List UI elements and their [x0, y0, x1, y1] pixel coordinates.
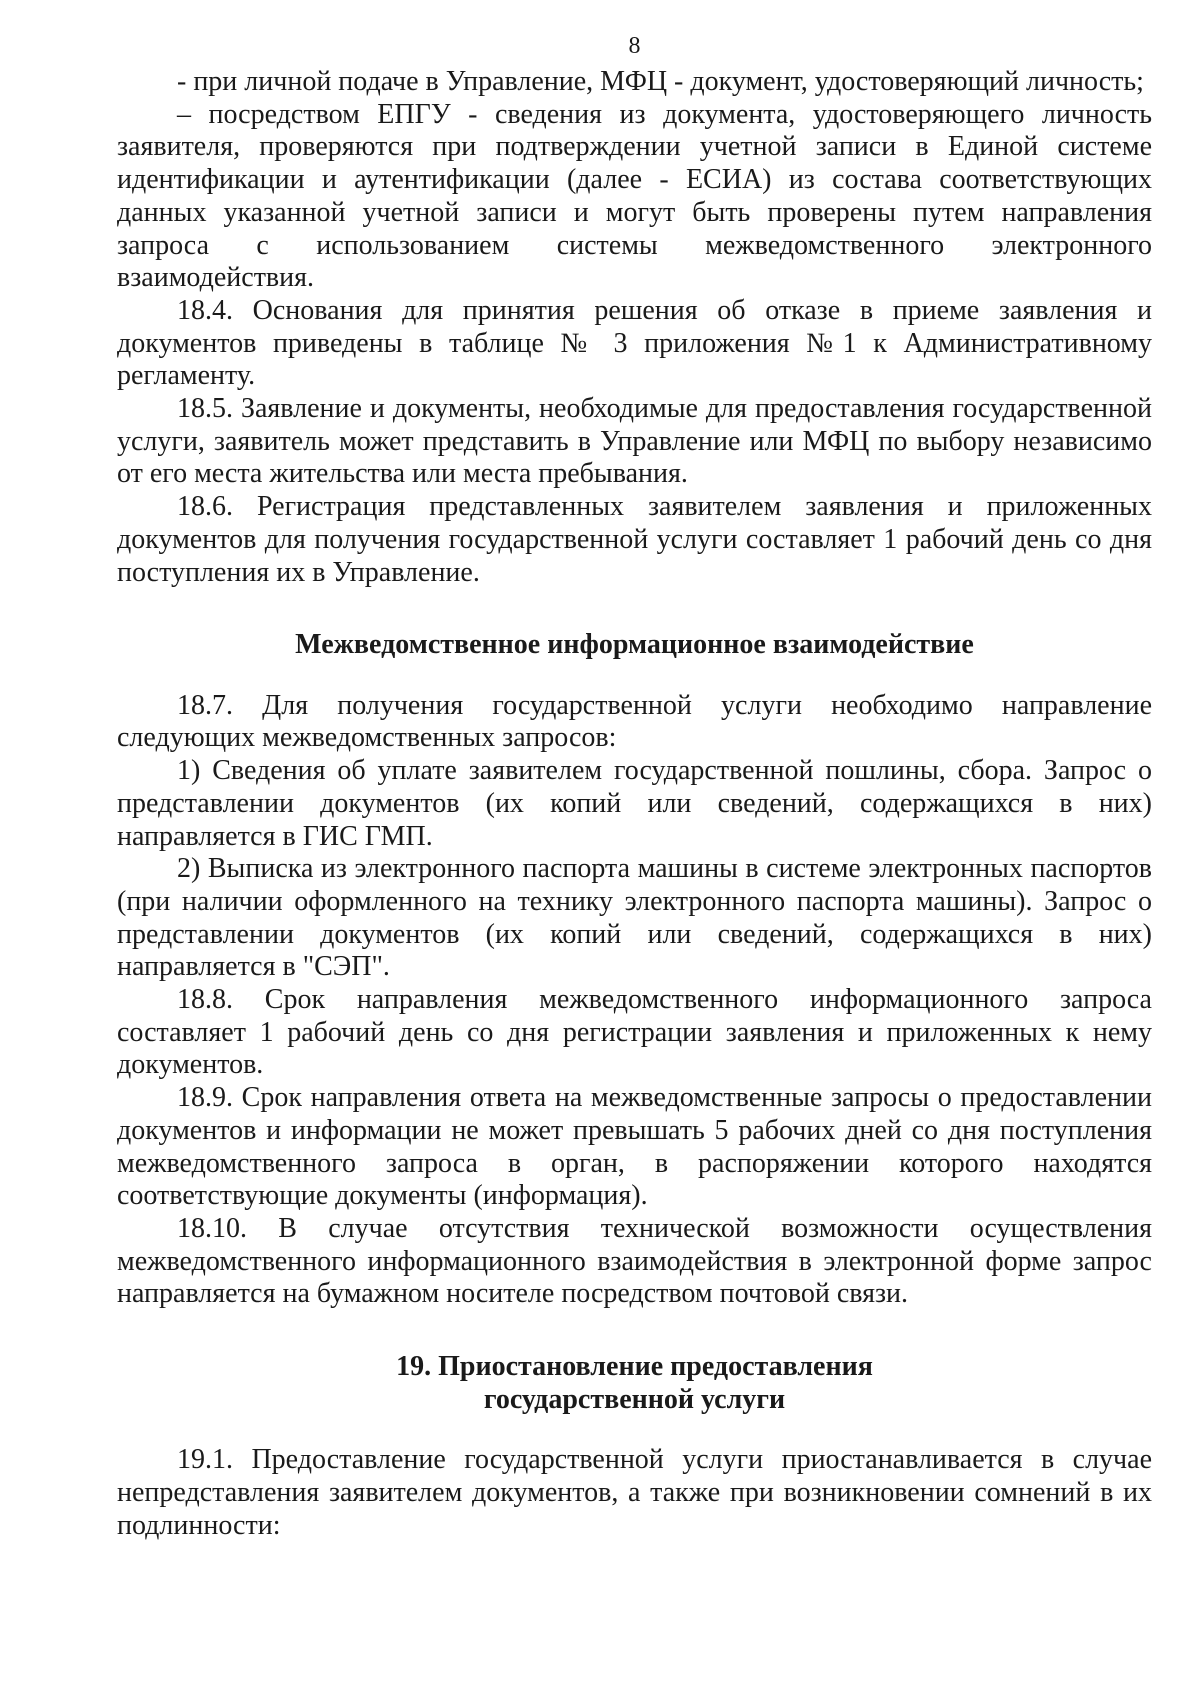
- paragraph-18-8: 18.8. Срок направления межведомственного информационного запроса составляет 1 рабочий день со дня регистрации заявления и приложенных к нему документов.: [117, 984, 1152, 1081]
- document-page: [117, 30, 1152, 1670]
- paragraph-in-person: - при личной подаче в Управление, МФЦ - документ, удостоверяющий личность;: [177, 66, 1144, 97]
- paragraph-epgu: – посредством ЕПГУ - сведения из документа, удостоверяющего личность заявителя, проверяются при подтверждении учетной записи в Единой системе идентификации и аутентификации (далее - ЕСИА) из состава соответствующих данных указанной учетной записи и могут быть проверены путем направления запроса с использованием системы межведомственного электронного взаимодействия.: [117, 98, 1152, 294]
- paragraph-request-2: 2) Выписка из электронного паспорта машины в системе электронных паспортов (при наличии оформленного на технику электронного паспорта машины). Запрос о представлении документов (их копий или сведений, содержащихся в них) направляется в "СЭП".: [117, 853, 1152, 983]
- paragraph-18-9: 18.9. Срок направления ответа на межведомственные запросы о предоставлении документов и информации не может превышать 5 рабочих дней со дня поступления межведомственного запроса в орган, в распоряжении которого находятся соответствующие документы (информация).: [117, 1082, 1152, 1212]
- spacer: [117, 589, 1152, 629]
- paragraph-request-1: 1) Сведения об уплате заявителем государственной пошлины, сбора. Запрос о представлении документов (их копий или сведений, содержащихся в них) направляется в ГИС ГМП.: [117, 755, 1152, 852]
- paragraph-18-10: 18.10. В случае отсутствия технической возможности осуществления межведомственного информационного взаимодействия в электронной форме запрос направляется на бумажном носителе посредством почтовой связи.: [117, 1213, 1152, 1310]
- page-number: 8: [628, 33, 641, 59]
- spacer: [117, 1311, 1152, 1351]
- paragraph-18-5: 18.5. Заявление и документы, необходимые для предоставления государственной услуги, заявитель может представить в Управление или МФЦ по выбору независимо от его места жительства или места пребывания.: [117, 393, 1152, 490]
- paragraph-18-4: 18.4. Основания для принятия решения об отказе в приеме заявления и документов приведены в таблице № 3 приложения №1 к Административному регламенту.: [117, 294, 1152, 392]
- spacer: [117, 662, 1152, 690]
- spacer: [117, 1416, 1152, 1444]
- paragraph-18-7: 18.7. Для получения государственной услуги необходимо направление следующих межведомственных запросов:: [117, 689, 1152, 754]
- heading-section-19-line-2: государственной услуги: [483, 1383, 786, 1415]
- heading-section-19-line-1: 19. Приостановление предоставления: [396, 1351, 873, 1383]
- paragraph-18-6: 18.6. Регистрация представленных заявителем заявления и приложенных документов для получения государственной услуги составляет 1 рабочий день со дня поступления их в Управление.: [117, 491, 1152, 588]
- paragraph-19-1: 19.1. Предоставление государственной услуги приостанавливается в случае непредставления заявителем документов, а также при возникновении сомнений в их подлинности:: [117, 1444, 1152, 1541]
- heading-interagency: Межведомственное информационное взаимодействие: [295, 629, 974, 661]
